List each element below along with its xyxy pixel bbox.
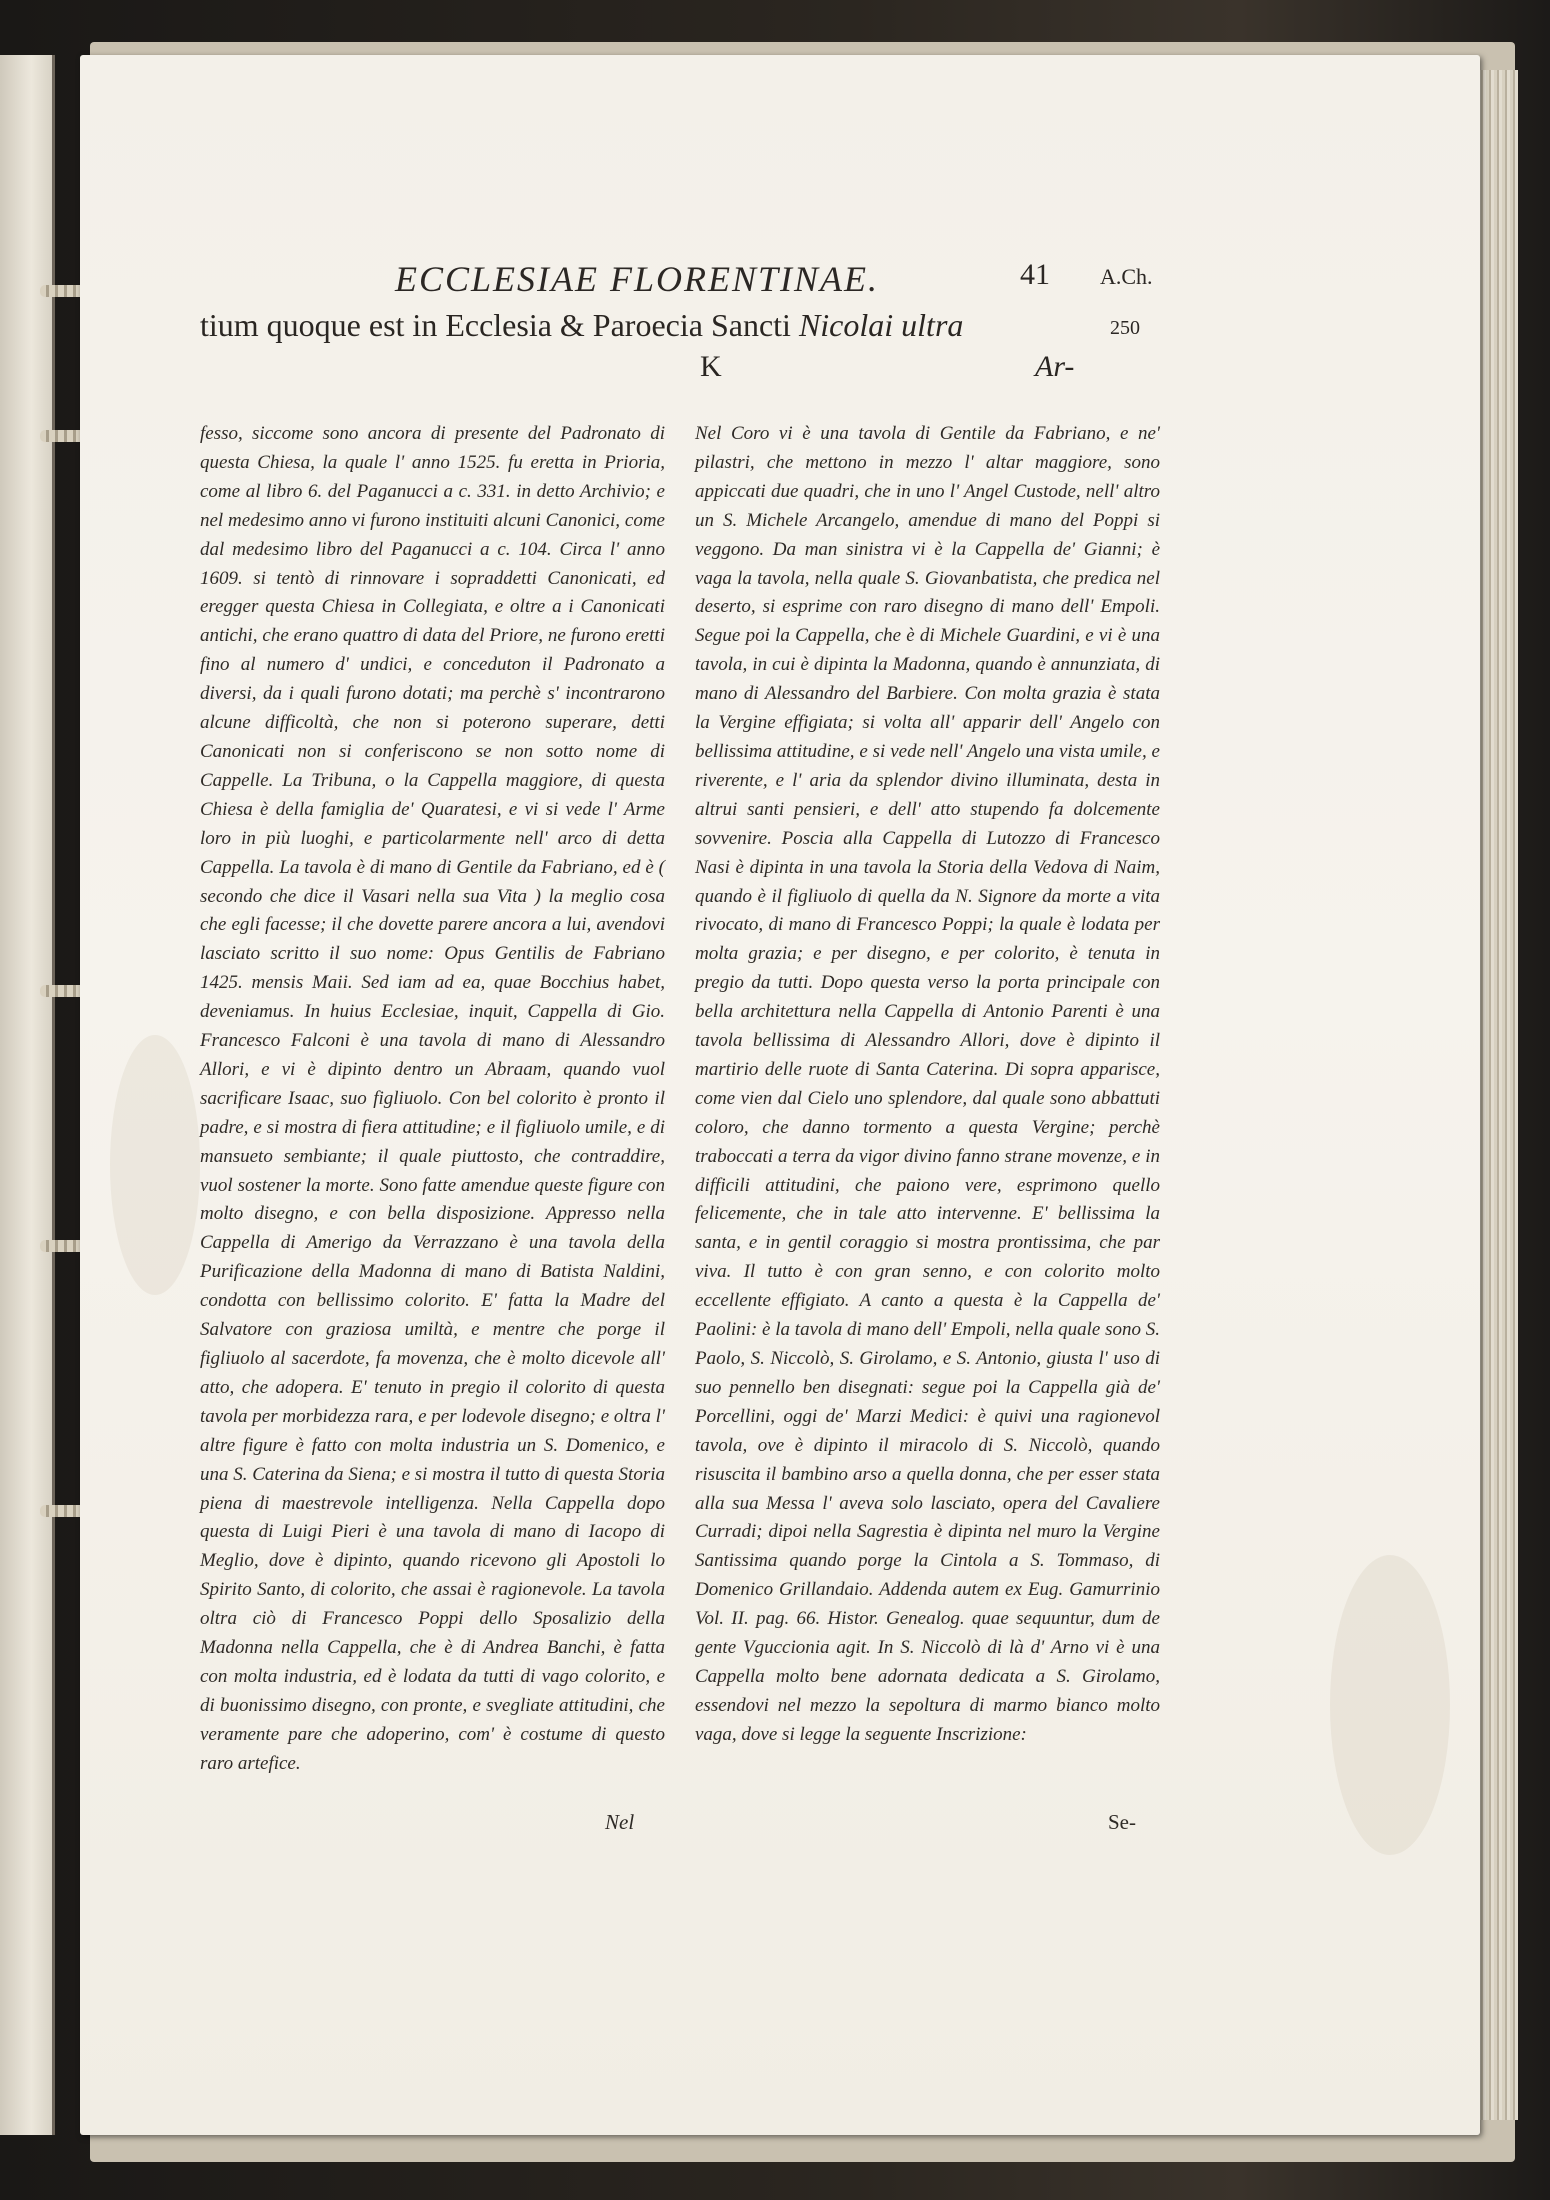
column-right-text: Nel Coro vi è una tavola di Gentile da Fabriano, e ne' pilastri, che mettono in mezzo l' altar maggiore, sono appiccati due quadri, che in uno l' Angel Custode, nell' altro un S. Michele Arcangelo, amendue di mano del Poppi si veggono. Da man sinistra vi è la Cappella de' Gianni; è vaga la tavola, nella quale S. Giovanbatista, che predica nel deserto, si esprime con raro disegno di mano dell' Empoli. Segue poi la Cappella, che è di Michele Guardini, e vi è una tavola, in cui è dipinta la Madonna, quando è annunziata, di mano di Alessandro del Barbiere. Con molta grazia è stata la Vergine effigiata; si volta all' apparir dell' Angelo con bellissima attitudine, e si vede nell' Angelo una vista umile, e riverente, e l' aria da splendor divino illuminata, desta in altrui santi pensieri, e dell' atto stupendo fa dolcemente sovvenire. Poscia alla Cappella di Lutozzo di Francesco Nasi è dipinta in una tavola la Storia della Vedova di Naim, quando è il figliuolo di quella da N. Signore da morte a vita rivocato, di mano di Francesco Poppi; la quale è lodata per molta grazia; e per disegno, e per colorito, è tenuta in pregio da tutti. Dopo questa verso la porta principale con bella architettura nella Cappella di Antonio Parenti è una tavola bellissima di Alessandro Allori, dove è dipinto il martirio delle ruote di Santa Caterina. Di sopra apparisce, come vien dal Cielo uno splendore, dal quale sono abbattuti coloro, che danno tormento a questa Vergine; perchè traboccati a terra da vigor divino fanno strane movenze, e in difficili attitudini, che paiono vere, esprimono quello felicemente, che in tale atto intervenne. E' bellissima la santa, e in gentil coraggio si mostra prontissima, che par viva. Il tutto è con gran senno, e con colorito molto eccellente effigiato. A canto a questa è la Cappella de' Paolini: è la tavola di mano dell' Empoli, nella quale sono S. Paolo, S. Niccolò, S. Girolamo, e S. Antonio, giusta l' uso di suo pennello ben disegnati: segue poi la Cappella già de' Porcellini, oggi de' Marzi Medici: è quivi una ragionevol tavola, ove è dipinto il miracolo di S. Niccolò, quando risuscita il bambino arso a quella donna, che per esser stata alla sua Messa l' aveva solo lasciato, opera del Cavaliere Curradi; dipoi nella Sagrestia è dipinta nel muro la Vergine Santissima quando porge la Cintola a S. Tommaso, di Domenico Grillandaio. Addenda autem ex Eug. Gamurrinio Vol. II. pag. 66. Histor. Genealog. quae sequuntur, dum de gente Vguccionia agit. In S. Niccolò di là d' Arno vi è una Cappella molto bene adornata dedicata a S. Girolamo, essendovi nel mezzo la sepoltura di marmo bianco molto vaga, dove si legge la seguente Inscrizione: (695, 423, 1160, 1745)
running-head (200, 258, 1180, 308)
carry-line-italic: Nicolai ultra (798, 307, 964, 343)
text-column-left (200, 420, 665, 1779)
text-column-right (695, 420, 1160, 1750)
margin-number: 250 (1110, 317, 1140, 339)
page-stack-edge (1478, 70, 1518, 2120)
signature-mark: K (700, 350, 722, 383)
running-head-title: ECCLESIAE FLORENTINAE. (395, 259, 879, 299)
carry-over-line (200, 307, 963, 344)
carry-line-roman: tium quoque est in Ecclesia & Paroecia Sancti (200, 307, 791, 343)
paper-stain (110, 1035, 200, 1295)
column-left-text: fesso, siccome sono ancora di presente del Padronato di questa Chiesa, la quale l' anno 1525. fu eretta in Prioria, come al libro 6. del Paganucci a c. 331. in detto Archivio; e nel medesimo anno vi furono instituiti alcuni Canonici, come dal medesimo libro del Paganucci a c. 104. Circa l' anno 1609. si tentò di rinnovare i sopraddetti Canonicati, ed eregger questa Chiesa in Collegiata, e oltre a i Canonicati antichi, che erano quattro di data del Priore, ne furono eretti fino al numero d' undici, e conceduton il Padronato a diversi, da i quali furono dotati; ma perchè s' incontrarono alcune difficoltà, che non si poterono superare, detti Canonicati non si conferiscono se non sotto nome di Cappelle. La Tribuna, o la Cappella maggiore, di questa Chiesa è della famiglia de' Quaratesi, e vi si vede l' Arme loro in più luoghi, e particolarmente nell' arco di detta Cappella. La tavola è di mano di Gentile da Fabriano, ed è ( secondo che dice il Vasari nella sua Vita ) la meglio cosa che egli facesse; il che dovette parere ancora a lui, avendovi lasciato scritto il suo nome: Opus Gentilis de Fabriano 1425. mensis Maii. Sed iam ad ea, quae Bocchius habet, deveniamus. In huius Ecclesiae, inquit, Cappella di Gio. Francesco Falconi è una tavola di mano di Alessandro Allori, e vi è dipinto dentro un Abraam, quando vuol sacrificare Isaac, suo figliuolo. Con bel colorito è pronto il padre, e si mostra di fiera attitudine; e il figliuolo umile, e di mansueto sembiante; il quale piuttosto, che contraddire, vuol sostener la morte. Sono fatte amendue queste figure con molto disegno, e con bella disposizione. Appresso nella Cappella di Amerigo da Verrazzano è una tavola della Purificazione della Madonna di mano di Batista Naldini, condotta con bellissimo colorito. E' fatta la Madre del Salvatore con graziosa umiltà, e mentre che porge il figliuolo al sacerdote, fa movenza, che è molto dicevole all' atto, che adopera. E' tenuto in pregio il colorito di questa tavola per morbidezza rara, e per lodevole disegno; e oltra l' altre figure è fatto con molta industria un S. Domenico, e una S. Caterina da Siena; e si mostra il tutto di questa Storia piena di maestrevole intelligenza. Nella Cappella dopo questa di Luigi Pieri è una tavola di mano di Iacopo di Meglio, dove è dipinto, quando ricevono gli Apostoli lo Spirito Santo, di colorito, che assai è ragionevole. La tavola oltra ciò di Francesco Poppi dello Sposalizio della Madonna nella Cappella, che è di Andrea Banchi, è fatta con molta industria, ed è lodata da tutti di vago colorito, e di buonissimo disegno, con pronte, e svegliate attitudini, che veramente pare che adoperino, com' è costume di questo raro artefice. (200, 423, 665, 1774)
catchword-top: Ar- (1035, 350, 1075, 383)
margin-year-label: A.Ch. (1100, 264, 1153, 289)
paper-stain (1330, 1555, 1450, 1855)
catchword-right: Se- (1108, 1810, 1136, 1834)
previous-page-edge (0, 55, 55, 2135)
catchword-left: Nel (605, 1810, 635, 1834)
page-number: 41 (1020, 258, 1050, 291)
